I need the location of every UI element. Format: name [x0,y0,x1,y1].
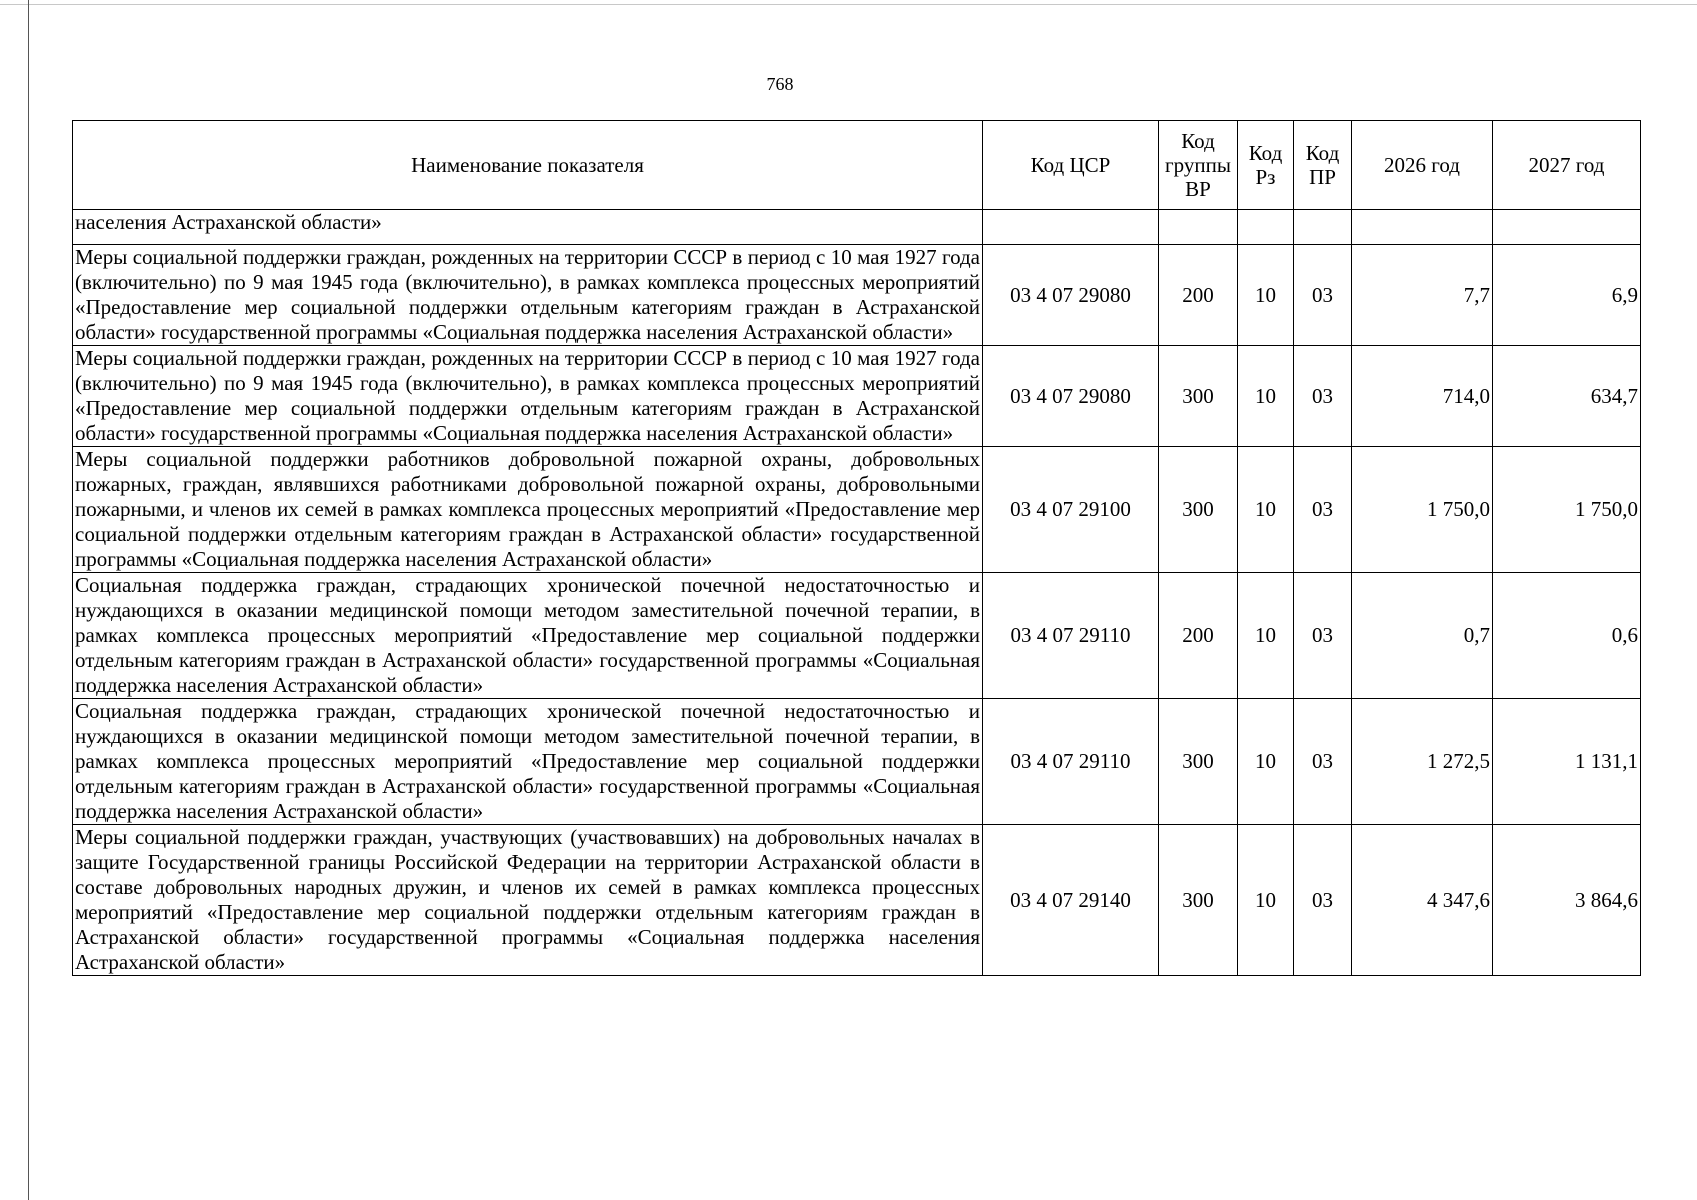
cell-rz-code: 10 [1238,825,1294,976]
table-row [73,825,1641,976]
cell-year-2027: 634,7 [1493,346,1641,447]
cell-vr-code: 300 [1159,447,1238,573]
cell-name: Меры социальной поддержки работников добровольной пожарной охраны, добровольных пожарных, граждан, являвшихся работниками добровольной пожарной охраны, добровольными пожарными, и членов их семей в рамках комплекса процессных мероприятий «Предоставление мер социальной поддержки отдельным категориям граждан в Астраханской области» государственной программы «Социальная поддержка населения Астраханской области» [73,447,983,573]
cell-vr-code: 200 [1159,245,1238,346]
header-name: Наименование показателя [73,121,983,210]
header-csr-code: Код ЦСР [983,121,1159,210]
cell-vr-code: 300 [1159,825,1238,976]
scan-binding-line [28,0,29,1200]
cell-year-2026: 1 750,0 [1352,447,1493,573]
cell-year-2027: 6,9 [1493,245,1641,346]
cell-csr-code: 03 4 07 29080 [983,245,1159,346]
cell-vr-code: 200 [1159,573,1238,699]
cell-pr-code [1294,210,1352,245]
cell-rz-code: 10 [1238,346,1294,447]
cell-year-2026: 0,7 [1352,573,1493,699]
cell-name: Социальная поддержка граждан, страдающих хронической почечной недостаточностью и нуждающихся в оказании медицинской помощи методом заместительной почечной терапии, в рамках комплекса процессных мероприятий «Предоставление мер социальной поддержки отдельным категориям граждан в Астраханской области» государственной программы «Социальная поддержка населения Астраханской области» [73,573,983,699]
cell-vr-code [1159,210,1238,245]
cell-pr-code: 03 [1294,699,1352,825]
cell-vr-code: 300 [1159,346,1238,447]
cell-year-2027: 1 131,1 [1493,699,1641,825]
table-row [73,346,1641,447]
cell-vr-code: 300 [1159,699,1238,825]
cell-csr-code: 03 4 07 29100 [983,447,1159,573]
cell-pr-code: 03 [1294,346,1352,447]
header-year-2026: 2026 год [1352,121,1493,210]
header-vr-code: Код группы ВР [1159,121,1238,210]
cell-year-2026 [1352,210,1493,245]
page-number: 768 [766,74,794,94]
header-pr-code: Код ПР [1294,121,1352,210]
header-year-2027: 2027 год [1493,121,1641,210]
cell-rz-code: 10 [1238,699,1294,825]
table-row [73,447,1641,573]
cell-year-2026: 4 347,6 [1352,825,1493,976]
cell-csr-code [983,210,1159,245]
cell-rz-code: 10 [1238,573,1294,699]
cell-name: Меры социальной поддержки граждан, рожденных на территории СССР в период с 10 мая 1927 года (включительно) по 9 мая 1945 года (включительно), в рамках комплекса процессных мероприятий «Предоставление мер социальной поддержки отдельным категориям граждан в Астраханской области» государственной программы «Социальная поддержка населения Астраханской области» [73,245,983,346]
table-header-row [73,121,1641,210]
table-row [73,699,1641,825]
cell-csr-code: 03 4 07 29110 [983,573,1159,699]
cell-pr-code: 03 [1294,245,1352,346]
cell-name: населения Астраханской области» [73,210,983,245]
cell-year-2026: 7,7 [1352,245,1493,346]
cell-name: Меры социальной поддержки граждан, рожденных на территории СССР в период с 10 мая 1927 года (включительно) по 9 мая 1945 года (включительно), в рамках комплекса процессных мероприятий «Предоставление мер социальной поддержки отдельным категориям граждан в Астраханской области» государственной программы «Социальная поддержка населения Астраханской области» [73,346,983,447]
table-row [73,245,1641,346]
cell-rz-code: 10 [1238,447,1294,573]
table-row [73,573,1641,699]
cell-name: Социальная поддержка граждан, страдающих хронической почечной недостаточностью и нуждающихся в оказании медицинской помощи методом заместительной почечной терапии, в рамках комплекса процессных мероприятий «Предоставление мер социальной поддержки отдельным категориям граждан в Астраханской области» государственной программы «Социальная поддержка населения Астраханской области» [73,699,983,825]
cell-csr-code: 03 4 07 29140 [983,825,1159,976]
table-row-continuation [73,210,1641,245]
budget-table [72,120,1641,976]
cell-pr-code: 03 [1294,573,1352,699]
scan-top-edge [0,4,1697,5]
cell-year-2026: 714,0 [1352,346,1493,447]
cell-year-2027: 1 750,0 [1493,447,1641,573]
header-rz-code: Код Рз [1238,121,1294,210]
cell-year-2027: 0,6 [1493,573,1641,699]
cell-pr-code: 03 [1294,825,1352,976]
cell-year-2027 [1493,210,1641,245]
cell-year-2027: 3 864,6 [1493,825,1641,976]
cell-pr-code: 03 [1294,447,1352,573]
cell-year-2026: 1 272,5 [1352,699,1493,825]
cell-rz-code [1238,210,1294,245]
cell-rz-code: 10 [1238,245,1294,346]
cell-name: Меры социальной поддержки граждан, участвующих (участвовавших) на добровольных началах в защите Государственной границы Российской Федерации на территории Астраханской области в составе добровольных народных дружин, и членов их семей в рамках комплекса процессных мероприятий «Предоставление мер социальной поддержки отдельным категориям граждан в Астраханской области» государственной программы «Социальная поддержка населения Астраханской области» [73,825,983,976]
cell-csr-code: 03 4 07 29110 [983,699,1159,825]
cell-csr-code: 03 4 07 29080 [983,346,1159,447]
